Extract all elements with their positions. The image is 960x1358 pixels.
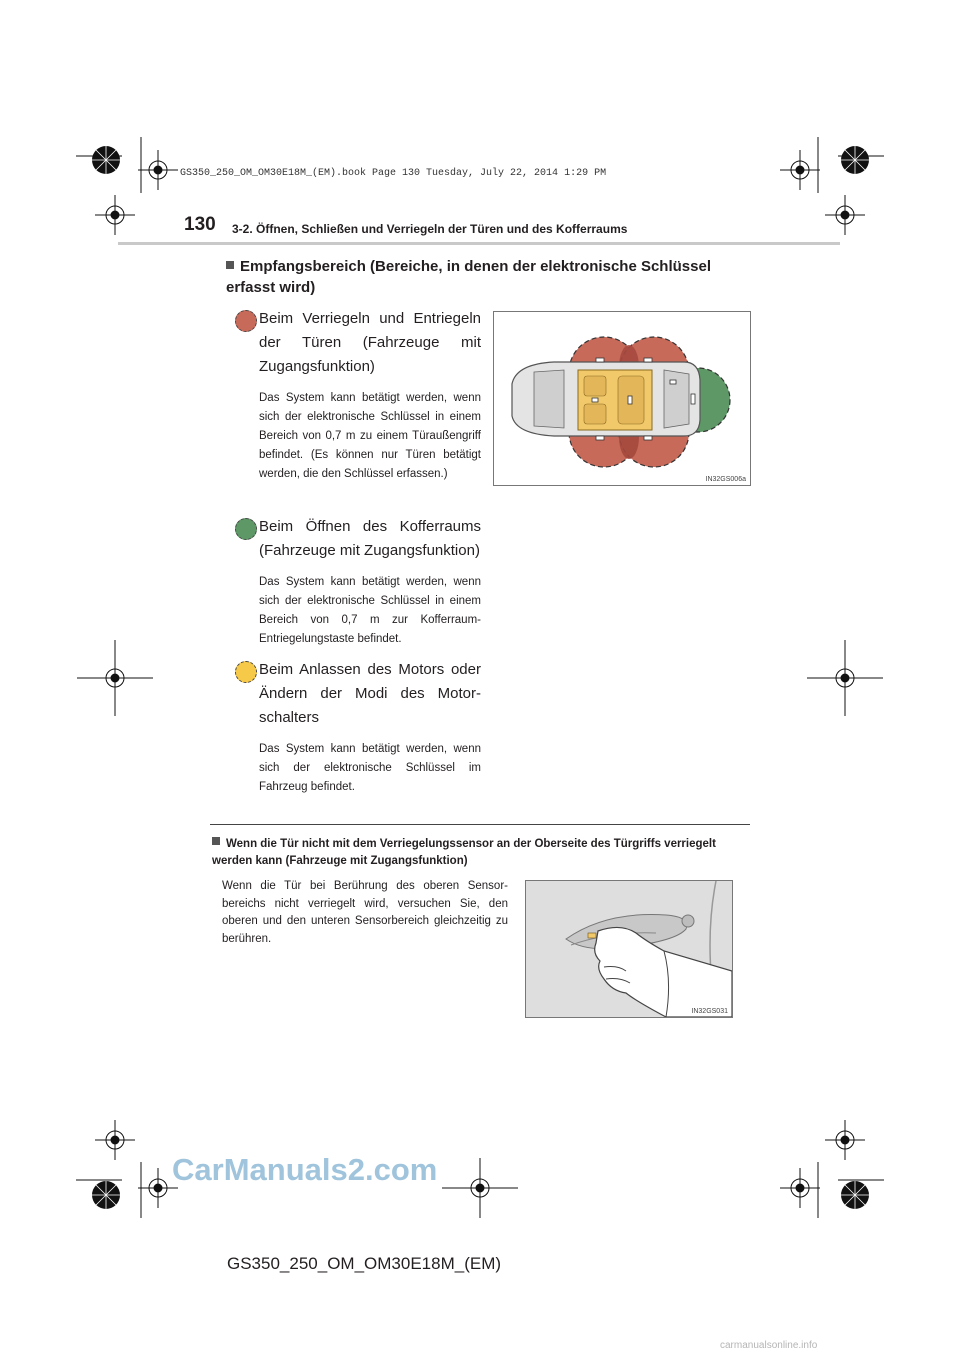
watermark-site: carmanualsonline.info [720, 1340, 818, 1351]
detection-zones-figure [493, 311, 751, 486]
chapter-title: 3-2. Öffnen, Schließen und Verriegeln der Türen und des Kofferraums [232, 222, 628, 236]
watermark-link[interactable]: CarManuals2.com [172, 1152, 438, 1187]
list-item [235, 515, 481, 649]
item-body: Das System kann betätigt werden, wenn sich der elektronische Schlüssel im Fahrzeug befindet. [259, 743, 481, 793]
footer-code: GS350_250_OM_OM30E18M_(EM) [227, 1254, 502, 1273]
section-title-text: Empfangsbereich (Bereiche, in denen der elektronische Schlüssel erfasst wird) [226, 258, 711, 296]
figure-code: IN32GS006a [705, 476, 746, 483]
yellow-zone-icon [235, 661, 257, 683]
item-lead: Beim Anlassen des Motors oder Ändern der Modi des Motorschalters [259, 661, 481, 726]
item-lead: Beim Öffnen des Kofferraums (Fahrzeuge mit Zugangsfunktion) [259, 518, 481, 559]
section-divider [210, 824, 750, 825]
section-title [226, 256, 752, 298]
bullet-square-icon [212, 837, 220, 845]
item-body: Das System kann betätigt werden, wenn sich der elektronische Schlüssel in einem Bereich von 0,7 m zur Kofferraum-Entriegelungstaste befindet. [259, 576, 481, 645]
list-item [235, 658, 481, 797]
bullet-square-icon [226, 261, 234, 269]
green-zone-icon [235, 518, 257, 540]
section-title [212, 836, 752, 870]
list-item [235, 307, 481, 484]
item-lead: Beim Verriegeln und Entriegeln der Türen (Fahrzeuge mit Zugangsfunktion) [259, 310, 481, 375]
section-title-text: Wenn die Tür nicht mit dem Verriegelungssensor an der Oberseite des Türgriffs verriegelt werden kann (Fahrzeuge mit Zugangsfunktion) [212, 838, 716, 867]
figure-code: IN32GS031 [691, 1008, 728, 1015]
car-top-view-illustration [494, 312, 750, 485]
section-body: Wenn die Tür bei Berührung des oberen Sensorbereichs nicht verriegelt wird, versuchen Sie, den oberen und den unteren Sensorbereich gleichzeitig zu berühren. [222, 880, 508, 945]
print-slug: GS350_250_OM_OM30E18M_(EM).book Page 130 Tuesday, July 22, 2014 1:29 PM [180, 168, 607, 179]
door-handle-illustration [526, 881, 732, 1017]
header-rule [118, 242, 840, 245]
page-number: 130 [184, 214, 216, 235]
item-body: Das System kann betätigt werden, wenn sich der elektronische Schlüssel in einem Bereich von 0,7 m zu einem Türaußengriff befindet. (Es können nur Türen betätigt werden, die den Schlüssel erfassen.) [259, 392, 481, 480]
door-handle-figure [525, 880, 733, 1018]
red-zone-icon [235, 310, 257, 332]
